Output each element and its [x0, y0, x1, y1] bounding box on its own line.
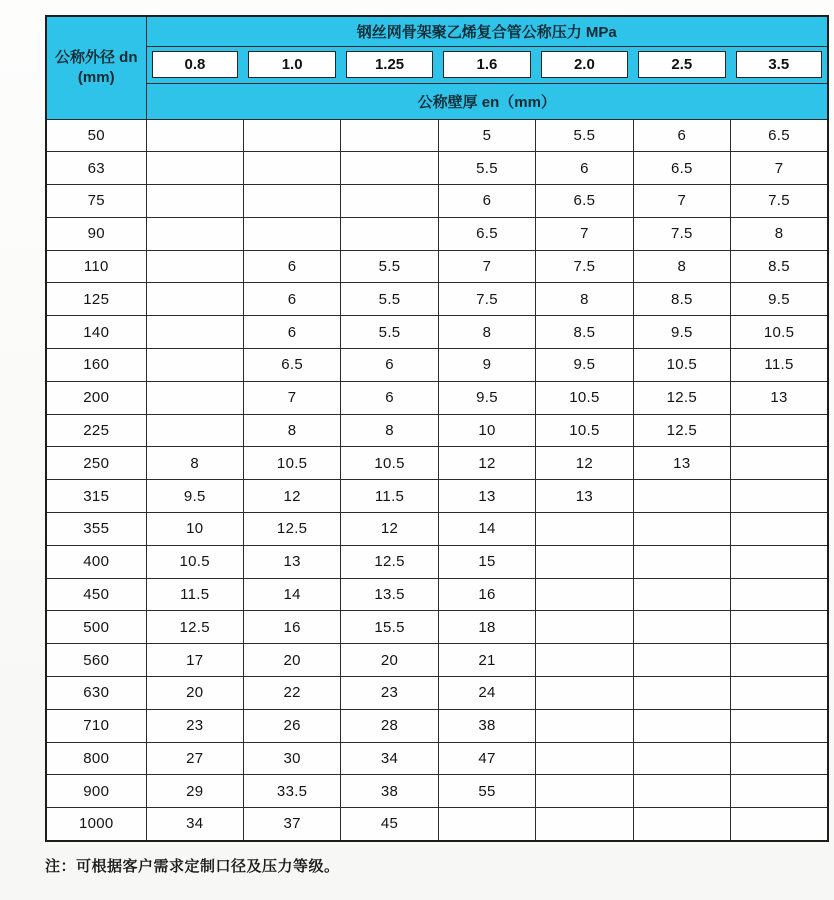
table-row [46, 316, 828, 349]
wall-thickness-cell [731, 709, 828, 742]
wall-thickness-cell: 8 [731, 217, 828, 250]
pressure-column-header [731, 46, 828, 83]
wall-thickness-cell: 30 [243, 742, 340, 775]
wall-thickness-cell: 7.5 [633, 217, 730, 250]
wall-thickness-cell [536, 611, 633, 644]
wall-thickness-cell: 28 [341, 709, 438, 742]
wall-thickness-cell: 5.5 [438, 152, 535, 185]
title-row [46, 16, 828, 46]
table-row [46, 119, 828, 152]
corner-header [46, 16, 146, 119]
table-row [46, 381, 828, 414]
wall-thickness-cell: 13 [438, 480, 535, 513]
wall-thickness-cell [633, 709, 730, 742]
wall-thickness-cell: 13 [243, 545, 340, 578]
wall-thickness-cell: 6 [633, 119, 730, 152]
wall-thickness-cell: 55 [438, 775, 535, 808]
wall-thickness-cell: 9.5 [146, 480, 243, 513]
wall-thickness-cell: 12 [341, 513, 438, 546]
wall-thickness-cell [341, 119, 438, 152]
table-row [46, 283, 828, 316]
wall-thickness-cell: 16 [438, 578, 535, 611]
wall-thickness-cell: 11.5 [146, 578, 243, 611]
wall-thickness-cell [633, 545, 730, 578]
dn-cell: 63 [46, 152, 146, 185]
wall-thickness-cell: 10.5 [243, 447, 340, 480]
wall-thickness-cell: 7 [731, 152, 828, 185]
wall-thickness-cell: 8 [633, 250, 730, 283]
table-row [46, 545, 828, 578]
wall-thickness-cell: 10.5 [536, 381, 633, 414]
wall-thickness-cell: 5.5 [341, 316, 438, 349]
wall-thickness-cell [633, 513, 730, 546]
wall-thickness-cell [731, 677, 828, 710]
wall-thickness-cell [731, 808, 828, 841]
wall-thickness-cell [243, 119, 340, 152]
wall-thickness-cell [243, 185, 340, 218]
pressure-column-header [341, 46, 438, 83]
wall-thickness-cell: 7 [536, 217, 633, 250]
wall-thickness-cell [341, 152, 438, 185]
table-row [46, 152, 828, 185]
wall-thickness-cell: 9 [438, 349, 535, 382]
dn-cell: 1000 [46, 808, 146, 841]
wall-thickness-cell [536, 709, 633, 742]
pressure-column-header [146, 46, 243, 83]
wall-thickness-cell: 7.5 [731, 185, 828, 218]
wall-thickness-cell: 18 [438, 611, 535, 644]
table-row [46, 414, 828, 447]
wall-thickness-cell [633, 644, 730, 677]
dn-cell: 630 [46, 677, 146, 710]
table-row [46, 742, 828, 775]
wall-thickness-cell: 12.5 [633, 381, 730, 414]
wall-thickness-cell [731, 611, 828, 644]
wall-thickness-cell [146, 217, 243, 250]
wall-thickness-cell: 23 [146, 709, 243, 742]
wall-thickness-cell [731, 644, 828, 677]
pressure-value: 1.0 [248, 51, 335, 78]
wall-thickness-cell [341, 217, 438, 250]
table-row [46, 709, 828, 742]
pressure-column-header [243, 46, 340, 83]
wall-thickness-cell [731, 513, 828, 546]
wall-thickness-cell [536, 513, 633, 546]
dn-cell: 140 [46, 316, 146, 349]
dn-cell: 225 [46, 414, 146, 447]
table-row [46, 808, 828, 841]
table-row [46, 217, 828, 250]
table-row [46, 513, 828, 546]
wall-thickness-cell: 47 [438, 742, 535, 775]
corner-header-line1: 公称外径 dn [55, 48, 138, 66]
wall-thickness-cell [146, 316, 243, 349]
wall-thickness-cell [633, 578, 730, 611]
table-row [46, 349, 828, 382]
dn-cell: 200 [46, 381, 146, 414]
table-subtitle: 公称壁厚 en（mm） [146, 83, 828, 119]
dn-cell: 400 [46, 545, 146, 578]
dn-cell: 75 [46, 185, 146, 218]
wall-thickness-cell: 15 [438, 545, 535, 578]
wall-thickness-cell [633, 742, 730, 775]
wall-thickness-cell [731, 414, 828, 447]
wall-thickness-cell: 6 [341, 349, 438, 382]
wall-thickness-cell: 9.5 [731, 283, 828, 316]
wall-thickness-cell: 6 [243, 316, 340, 349]
wall-thickness-cell: 22 [243, 677, 340, 710]
wall-thickness-cell: 12 [243, 480, 340, 513]
wall-thickness-cell: 10.5 [633, 349, 730, 382]
wall-thickness-cell: 29 [146, 775, 243, 808]
table-row [46, 775, 828, 808]
wall-thickness-cell: 12.5 [341, 545, 438, 578]
wall-thickness-cell: 27 [146, 742, 243, 775]
wall-thickness-cell [731, 775, 828, 808]
wall-thickness-cell [731, 480, 828, 513]
table-row [46, 250, 828, 283]
table-row [46, 611, 828, 644]
wall-thickness-cell: 6 [243, 283, 340, 316]
pressure-column-header [633, 46, 730, 83]
wall-thickness-cell: 10.5 [731, 316, 828, 349]
wall-thickness-cell: 8 [536, 283, 633, 316]
wall-thickness-cell: 7.5 [438, 283, 535, 316]
wall-thickness-cell [731, 447, 828, 480]
wall-thickness-cell: 37 [243, 808, 340, 841]
wall-thickness-cell: 5.5 [536, 119, 633, 152]
wall-thickness-cell: 7.5 [536, 250, 633, 283]
wall-thickness-cell: 5.5 [341, 250, 438, 283]
footnote: 注：可根据客户需求定制口径及压力等级。 [45, 858, 340, 875]
dn-cell: 710 [46, 709, 146, 742]
wall-thickness-cell: 20 [243, 644, 340, 677]
wall-thickness-cell [146, 185, 243, 218]
pressure-value: 0.8 [152, 51, 239, 78]
pressure-value: 1.6 [443, 51, 530, 78]
wall-thickness-cell: 12 [536, 447, 633, 480]
table-row [46, 480, 828, 513]
wall-thickness-cell [536, 677, 633, 710]
dn-cell: 500 [46, 611, 146, 644]
table-row [46, 644, 828, 677]
wall-thickness-cell [341, 185, 438, 218]
wall-thickness-cell: 13 [731, 381, 828, 414]
table-row [46, 185, 828, 218]
wall-thickness-cell [146, 119, 243, 152]
table-row [46, 447, 828, 480]
wall-thickness-cell: 9.5 [536, 349, 633, 382]
wall-thickness-cell: 5 [438, 119, 535, 152]
wall-thickness-cell [633, 611, 730, 644]
wall-thickness-cell [146, 250, 243, 283]
table-row [46, 677, 828, 710]
wall-thickness-cell: 20 [146, 677, 243, 710]
wall-thickness-cell: 8.5 [633, 283, 730, 316]
dn-cell: 125 [46, 283, 146, 316]
dn-cell: 450 [46, 578, 146, 611]
wall-thickness-cell: 6.5 [731, 119, 828, 152]
wall-thickness-cell [146, 414, 243, 447]
wall-thickness-cell: 9.5 [633, 316, 730, 349]
wall-thickness-cell [633, 775, 730, 808]
wall-thickness-cell [146, 283, 243, 316]
wall-thickness-cell [243, 217, 340, 250]
pressure-value: 2.0 [541, 51, 628, 78]
wall-thickness-cell [243, 152, 340, 185]
wall-thickness-cell: 14 [438, 513, 535, 546]
wall-thickness-cell: 17 [146, 644, 243, 677]
wall-thickness-cell: 6.5 [438, 217, 535, 250]
wall-thickness-cell: 14 [243, 578, 340, 611]
dn-cell: 900 [46, 775, 146, 808]
wall-thickness-cell [633, 480, 730, 513]
wall-thickness-cell [536, 644, 633, 677]
wall-thickness-cell [536, 578, 633, 611]
dn-cell: 355 [46, 513, 146, 546]
dn-cell: 50 [46, 119, 146, 152]
wall-thickness-cell: 34 [146, 808, 243, 841]
subtitle-row [46, 83, 828, 119]
wall-thickness-cell: 13 [633, 447, 730, 480]
pressure-value: 3.5 [736, 51, 822, 78]
dn-cell: 560 [46, 644, 146, 677]
wall-thickness-cell [146, 381, 243, 414]
pressure-column-header [438, 46, 535, 83]
wall-thickness-cell: 16 [243, 611, 340, 644]
wall-thickness-cell: 5.5 [341, 283, 438, 316]
wall-thickness-cell: 7 [438, 250, 535, 283]
wall-thickness-cell: 6.5 [633, 152, 730, 185]
wall-thickness-cell [536, 775, 633, 808]
corner-header-line2: (mm) [77, 68, 115, 86]
pressure-value: 2.5 [638, 51, 725, 78]
table-body [46, 119, 828, 841]
table-row [46, 578, 828, 611]
wall-thickness-cell [146, 349, 243, 382]
wall-thickness-cell [633, 808, 730, 841]
wall-thickness-cell [731, 742, 828, 775]
wall-thickness-cell: 26 [243, 709, 340, 742]
wall-thickness-cell [731, 578, 828, 611]
wall-thickness-cell [536, 808, 633, 841]
dn-cell: 160 [46, 349, 146, 382]
wall-thickness-cell: 8 [438, 316, 535, 349]
wall-thickness-cell: 6.5 [536, 185, 633, 218]
wall-thickness-cell: 10.5 [341, 447, 438, 480]
wall-thickness-cell: 33.5 [243, 775, 340, 808]
wall-thickness-cell [438, 808, 535, 841]
wall-thickness-cell: 8 [146, 447, 243, 480]
wall-thickness-cell: 9.5 [438, 381, 535, 414]
wall-thickness-cell: 8.5 [731, 250, 828, 283]
wall-thickness-cell: 38 [438, 709, 535, 742]
wall-thickness-cell: 8 [243, 414, 340, 447]
wall-thickness-cell: 20 [341, 644, 438, 677]
pressure-column-header [536, 46, 633, 83]
wall-thickness-cell: 23 [341, 677, 438, 710]
wall-thickness-cell: 34 [341, 742, 438, 775]
wall-thickness-cell: 6 [243, 250, 340, 283]
dn-cell: 315 [46, 480, 146, 513]
wall-thickness-cell: 11.5 [341, 480, 438, 513]
wall-thickness-cell: 7 [243, 381, 340, 414]
wall-thickness-cell [731, 545, 828, 578]
wall-thickness-cell: 12 [438, 447, 535, 480]
wall-thickness-cell [146, 152, 243, 185]
pressure-row [46, 46, 828, 83]
wall-thickness-cell: 8 [341, 414, 438, 447]
wall-thickness-cell [633, 677, 730, 710]
dn-cell: 250 [46, 447, 146, 480]
wall-thickness-cell: 10.5 [146, 545, 243, 578]
wall-thickness-cell: 13 [536, 480, 633, 513]
dn-cell: 800 [46, 742, 146, 775]
wall-thickness-cell: 7 [633, 185, 730, 218]
table-title: 钢丝网骨架聚乙烯复合管公称压力 MPa [146, 16, 828, 46]
wall-thickness-cell: 13.5 [341, 578, 438, 611]
dn-cell: 90 [46, 217, 146, 250]
wall-thickness-cell: 12.5 [146, 611, 243, 644]
wall-thickness-cell: 6 [438, 185, 535, 218]
wall-thickness-cell: 24 [438, 677, 535, 710]
wall-thickness-cell: 6.5 [243, 349, 340, 382]
wall-thickness-cell: 12.5 [243, 513, 340, 546]
dn-cell: 110 [46, 250, 146, 283]
wall-thickness-cell [536, 545, 633, 578]
pressure-value: 1.25 [346, 51, 433, 78]
wall-thickness-cell: 21 [438, 644, 535, 677]
wall-thickness-cell: 6 [536, 152, 633, 185]
wall-thickness-cell [536, 742, 633, 775]
wall-thickness-cell: 10.5 [536, 414, 633, 447]
wall-thickness-cell: 11.5 [731, 349, 828, 382]
wall-thickness-cell: 15.5 [341, 611, 438, 644]
wall-thickness-cell: 10 [438, 414, 535, 447]
wall-thickness-cell: 6 [341, 381, 438, 414]
wall-thickness-cell: 10 [146, 513, 243, 546]
wall-thickness-cell: 38 [341, 775, 438, 808]
wall-thickness-cell: 8.5 [536, 316, 633, 349]
wall-thickness-cell: 12.5 [633, 414, 730, 447]
wall-thickness-cell: 45 [341, 808, 438, 841]
pipe-spec-table [45, 15, 829, 842]
